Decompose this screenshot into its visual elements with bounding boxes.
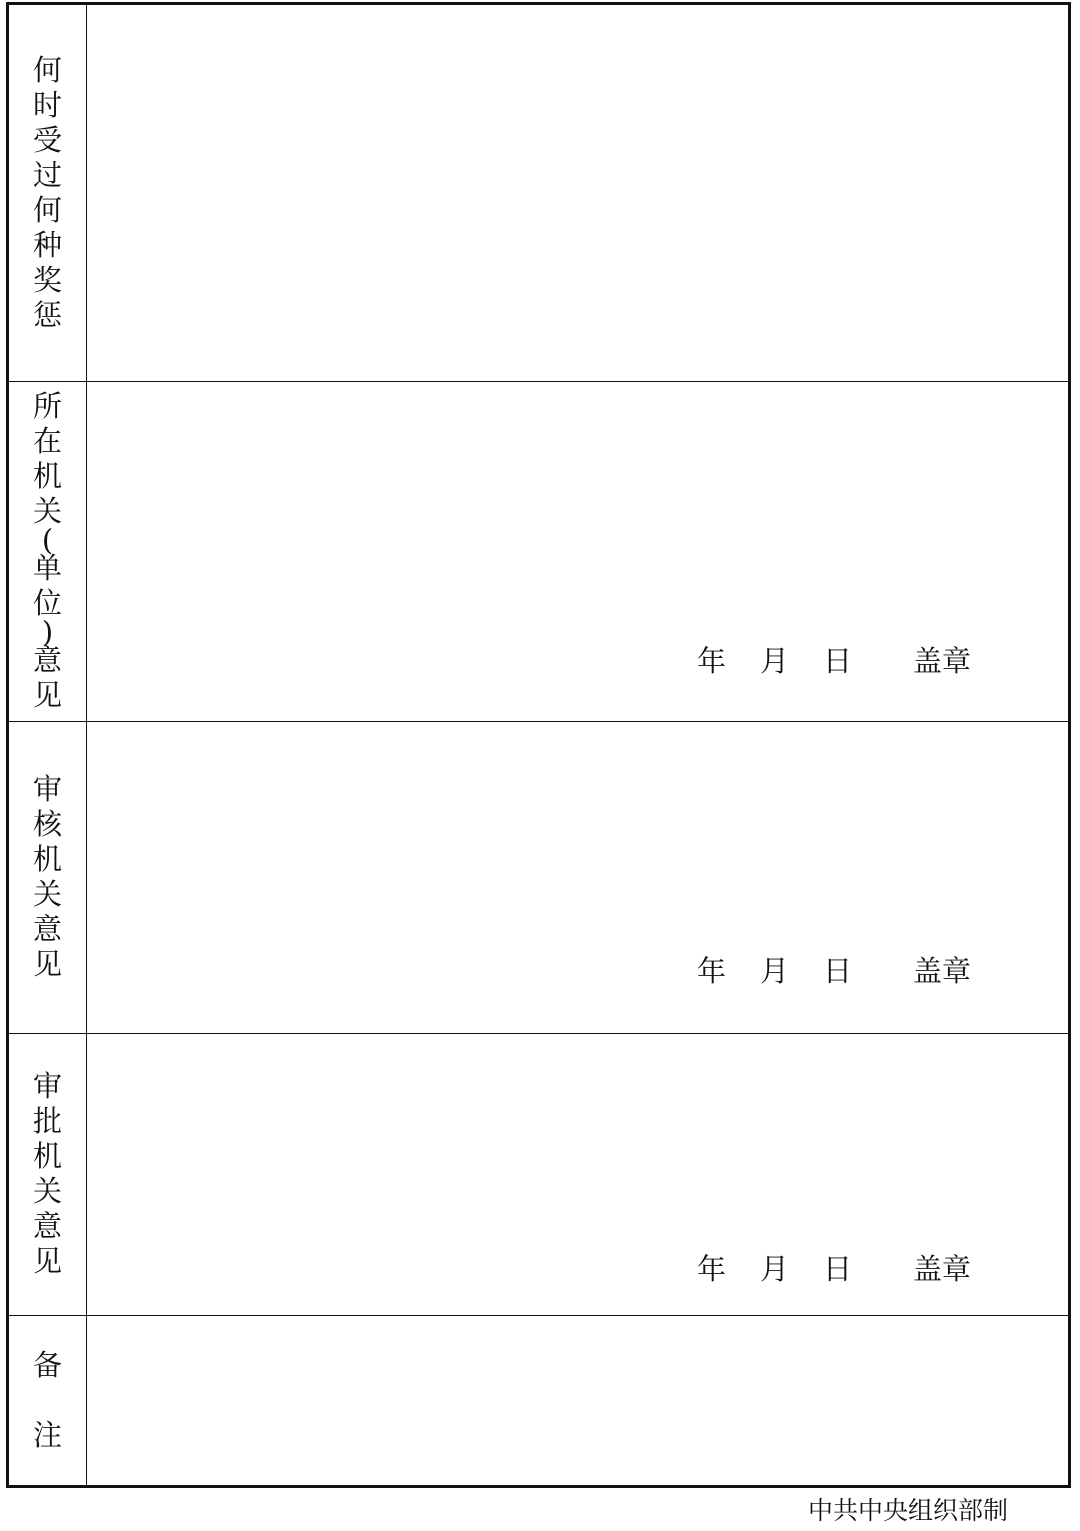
form-table <box>6 2 1071 1488</box>
row-divider <box>9 721 1068 722</box>
label-unit-opinion: 所 在 机 关 ( 单 位 ) 意 见 <box>32 389 62 712</box>
label-approval-opinion: 审 批 机 关 意 见 <box>32 1069 62 1278</box>
year-label: 年 <box>697 1252 727 1286</box>
label-column-divider <box>86 5 87 1485</box>
row-divider <box>9 1315 1068 1316</box>
row-divider <box>9 381 1068 382</box>
day-label: 日 <box>823 1252 853 1286</box>
year-label: 年 <box>697 954 727 988</box>
month-label: 月 <box>760 644 790 678</box>
label-remarks: 备 注 <box>32 1348 62 1452</box>
year-label: 年 <box>697 644 727 678</box>
month-label: 月 <box>760 1252 790 1286</box>
row-divider <box>9 1033 1068 1034</box>
day-label: 日 <box>823 954 853 988</box>
seal-label: 盖章 <box>913 954 972 988</box>
seal-label: 盖章 <box>913 1252 972 1286</box>
label-rewards-punishments: 何 时 受 过 何 种 奖 惩 <box>32 53 62 332</box>
issuer-footer: 中共中央组织部制 <box>808 1496 1009 1525</box>
day-label: 日 <box>823 644 853 678</box>
seal-label: 盖章 <box>913 644 972 678</box>
label-review-opinion: 审 核 机 关 意 见 <box>32 772 62 981</box>
month-label: 月 <box>760 954 790 988</box>
